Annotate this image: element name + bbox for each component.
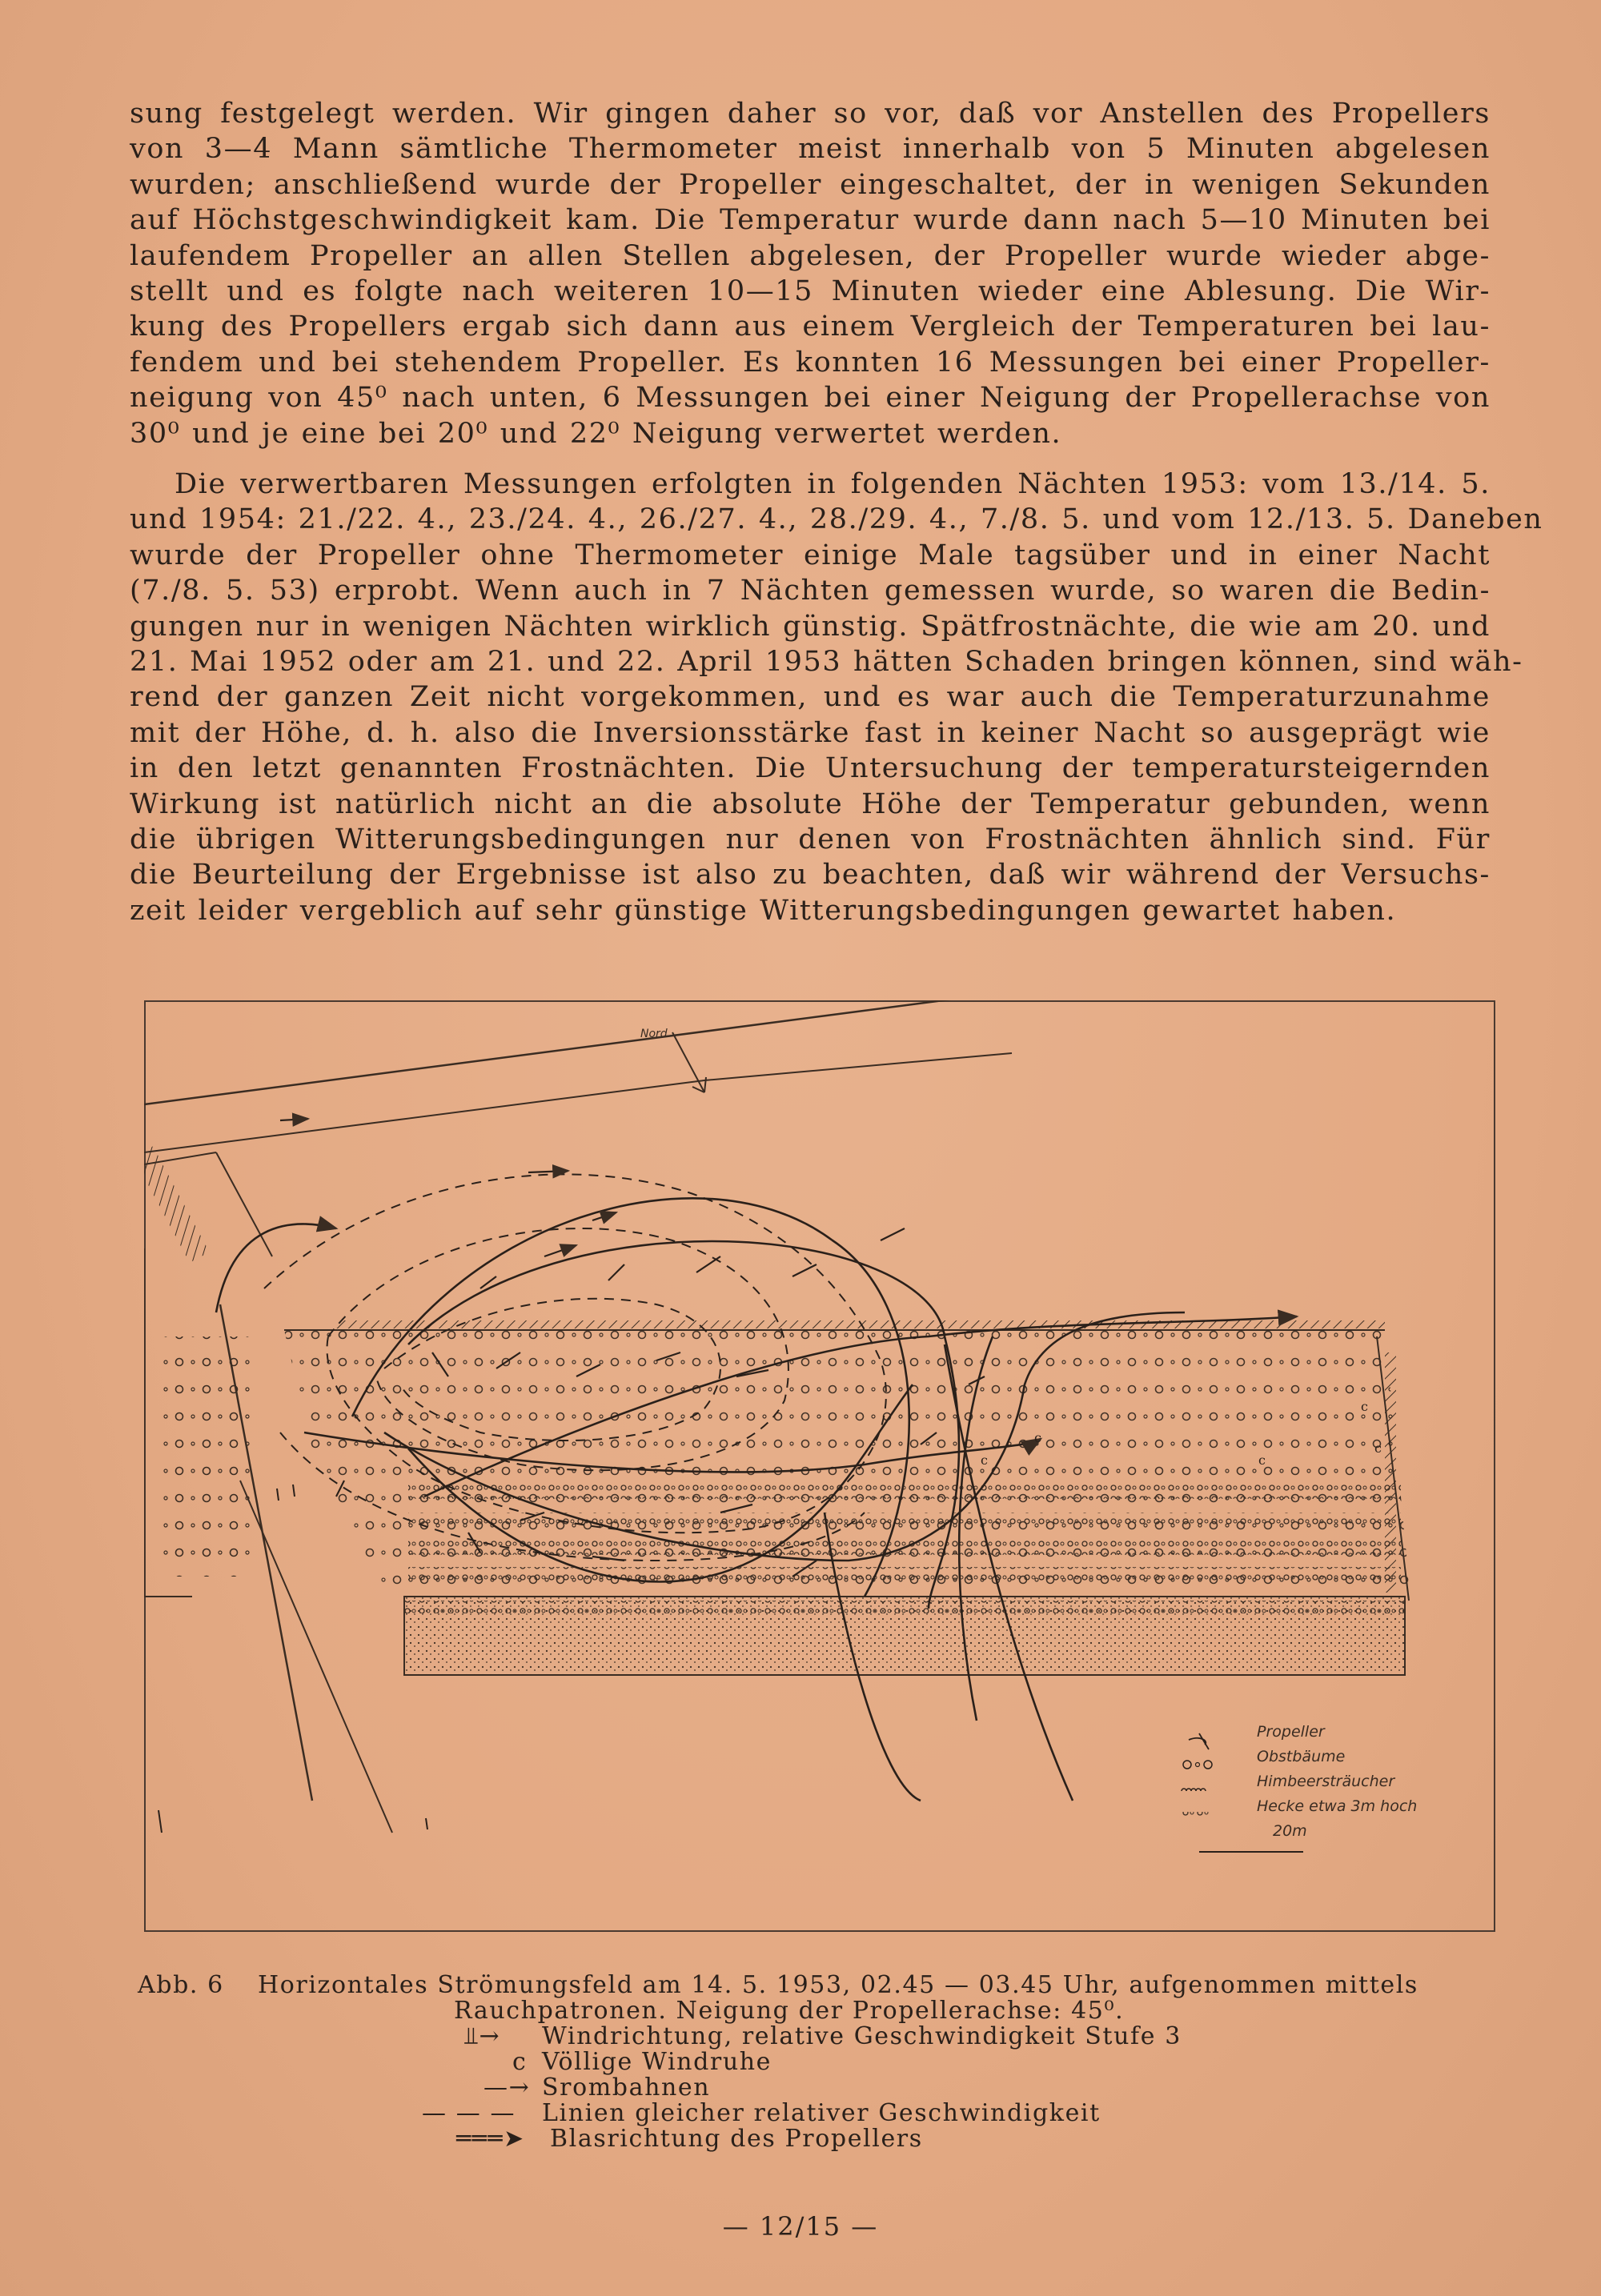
text-line: zeit leider vergeblich auf sehr günstige Witterungsbedingungen gewartet haben. <box>130 894 1397 927</box>
text-line: Die verwertbaren Messungen erfolgten in folgenden Nächten 1953: vom 13./14. 5. <box>175 468 1491 500</box>
caption-legend-symbol: c <box>512 2048 528 2076</box>
caption-legend-text: Linien gleicher relativer Geschwindigkeit <box>542 2099 1101 2127</box>
text-line: wurde der Propeller ohne Thermometer einige Male tagsüber und in einer Nacht <box>130 539 1491 571</box>
text-line: in den letzt genannten Frostnächten. Die Untersuchung der temperatursteigernden <box>130 752 1491 785</box>
orchard-main <box>284 1320 1410 1597</box>
dotted-field <box>404 1597 1405 1675</box>
text-line: von 3—4 Mann sämtliche Thermometer meist innerhalb von 5 Minuten abgelesen <box>130 133 1491 166</box>
legend-hedge: Hecke etwa 3m hoch <box>1257 1797 1418 1815</box>
calm-marker: c <box>1034 1430 1041 1445</box>
orchard-left <box>160 1336 256 1577</box>
caption-legend-symbol: — — — <box>422 2099 516 2127</box>
text-line: 30⁰ und je eine bei 20⁰ und 22⁰ Neigung verwertet werden. <box>130 417 1062 450</box>
legend-fruit-trees: Obstbäume <box>1257 1748 1346 1765</box>
legend-propeller: Propeller <box>1257 1723 1325 1741</box>
calm-marker: c <box>1258 1453 1266 1468</box>
text-line: mit der Höhe, d. h. also die Inversionsstärke fast in keiner Nacht so ausgeprägt wie <box>130 716 1491 749</box>
text-line: stellt und es folgte nach weiteren 10—15 Minuten wieder eine Ablesung. Die Wir- <box>130 275 1491 308</box>
text-line: Wirkung ist natürlich nicht an die absolute Höhe der Temperatur gebunden, wenn <box>130 787 1491 820</box>
north-label: Nord <box>640 1028 668 1040</box>
text-line: laufendem Propeller an allen Stellen abgelesen, der Propeller wurde wieder abge- <box>130 239 1491 272</box>
text-line: wurden; anschließend wurde der Propeller eingeschaltet, der in wenigen Sekunden <box>130 168 1491 201</box>
text-line: die Beurteilung der Ergebnisse ist also zu beachten, daß wir während der Versuchs- <box>130 859 1491 892</box>
body-paragraph-1 <box>130 96 1491 451</box>
caption-legend-text: Windrichtung, relative Geschwindigkeit Stufe 3 <box>542 2022 1182 2050</box>
caption-legend-symbol: ═══➤ <box>456 2125 525 2153</box>
figure-legend <box>1209 1723 1417 1845</box>
caption-legend-symbol: —→ <box>484 2074 531 2102</box>
legend-raspberry: Himbeersträucher <box>1257 1773 1395 1790</box>
calm-marker: c <box>1374 1441 1382 1456</box>
text-line: und 1954: 21./22. 4., 23./24. 4., 26./27. 4., 28./29. 4., 7./8. 5. und vom 12./13. 5. Daneben <box>130 503 1543 536</box>
text-line: gungen nur in wenigen Nächten wirklich günstig. Spätfrostnächte, die wie am 20. und <box>130 610 1491 643</box>
caption-text-line1: Horizontales Strömungsfeld am 14. 5. 1953, 02.45 — 03.45 Uhr, aufgenommen mittels <box>258 1971 1418 1999</box>
hedge-icon <box>1182 1812 1210 1820</box>
text-line: fendem und bei stehendem Propeller. Es konnten 16 Messungen bei einer Propeller- <box>130 346 1491 379</box>
text-line: sung festgelegt werden. Wir gingen daher so vor, daß vor Anstellen des Propellers <box>130 98 1491 130</box>
text-line: die übrigen Witterungsbedingungen nur denen von Frostnächten ähnlich sind. Für <box>130 823 1491 856</box>
propeller-icon <box>1189 1733 1209 1749</box>
calm-marker: c <box>1361 1399 1368 1414</box>
calm-marker: c <box>981 1453 988 1468</box>
caption-legend-text: Blasrichtung des Propellers <box>550 2125 923 2153</box>
text-line: rend der ganzen Zeit nicht vorgekommen, und es war auch die Temperaturzunahme <box>130 681 1491 714</box>
text-line: (7./8. 5. 53) erprobt. Wenn auch in 7 Nächten gemessen wurde, so waren die Bedin- <box>130 575 1491 607</box>
caption-label: Abb. 6 <box>138 1971 224 1999</box>
body-paragraph-2 <box>130 467 1543 928</box>
text-line: kung des Propellers ergab sich dann aus einem Vergleich der Temperaturen bei lau- <box>130 311 1491 343</box>
text-line: 21. Mai 1952 oder am 21. und 22. April 1953 hätten Schaden bringen können, sind wäh- <box>130 646 1523 679</box>
caption-legend-text: Völlige Windruhe <box>542 2048 772 2076</box>
circle-icon <box>1183 1761 1212 1769</box>
text-line: neigung von 45⁰ nach unten, 6 Messungen bei einer Neigung der Propellerachse von <box>130 382 1491 415</box>
caption-legend-symbol: ⫫→ <box>464 2022 501 2050</box>
legend-scale: 20m <box>1273 1822 1307 1840</box>
caption-legend-text: Srombahnen <box>542 2074 711 2102</box>
north-boundary <box>144 1000 1012 1152</box>
caption-text-line2: Rauchpatronen. Neigung der Propellerachse: 45⁰. <box>454 1997 1125 2025</box>
page-number: — 12/15 — <box>722 2211 879 2242</box>
arc-icon <box>1182 1789 1206 1791</box>
text-line: auf Höchstgeschwindigkeit kam. Die Temperatur wurde dann nach 5—10 Minuten bei <box>130 204 1491 237</box>
